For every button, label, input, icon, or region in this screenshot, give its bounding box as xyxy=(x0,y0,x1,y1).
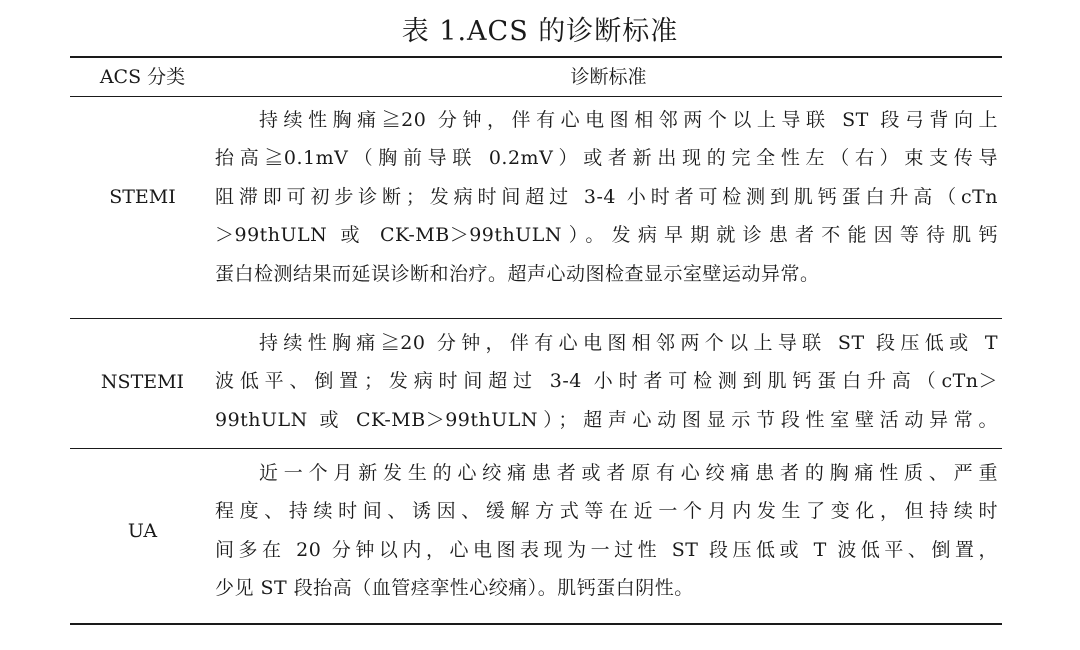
header-rule xyxy=(70,96,1002,97)
criteria-line: 程度、持续时间、诱因、缓解方式等在近一个月内发生了变化，但持续时 xyxy=(215,500,998,523)
criteria-cell xyxy=(215,454,998,608)
criteria-line: ＞99thULN 或 CK-MB＞99thULN）。发病早期就诊患者不能因等待肌钙 xyxy=(215,224,998,247)
table-header-row xyxy=(70,58,1002,96)
criteria-line: 蛋白检测结果而延误诊断和治疗。超声心动图检查显示室壁运动异常。 xyxy=(215,262,820,285)
criteria-line: 抬高≧0.1mV（胸前导联 0.2mV）或者新出现的完全性左（右）束支传导 xyxy=(215,147,998,170)
category-cell: STEMI xyxy=(109,186,176,208)
criteria-line: 波低平、倒置；发病时间超过 3-4 小时者可检测到肌钙蛋白升高（cTn＞ xyxy=(215,370,998,393)
table-row-stemi xyxy=(70,101,1002,293)
criteria-line: 阻滞即可初步诊断；发病时间超过 3-4 小时者可检测到肌钙蛋白升高（cTn xyxy=(215,185,998,208)
criteria-line: 少见 ST 段抬高（血管痉挛性心绞痛）。肌钙蛋白阴性。 xyxy=(215,577,694,600)
criteria-line: 持续性胸痛≧20 分钟，伴有心电图相邻两个以上导联 ST 段压低或 T xyxy=(259,332,998,354)
criteria-line: 间多在 20 分钟以内，心电图表现为一过性 ST 段压低或 T 波低平、倒置， xyxy=(215,538,998,561)
table-bottom-rule xyxy=(70,623,1002,625)
header-diagnostic-criteria: 诊断标准 xyxy=(570,66,647,88)
criteria-line: 持续性胸痛≧20 分钟，伴有心电图相邻两个以上导联 ST 段弓背向上 xyxy=(259,109,998,131)
criteria-line: 99thULN 或 CK-MB＞99thULN）；超声心动图显示节段性室壁活动异常。 xyxy=(215,408,998,431)
row-divider xyxy=(70,318,1002,319)
category-cell: UA xyxy=(127,520,158,542)
table-caption: 表 1.ACS 的诊断标准 xyxy=(401,16,679,47)
row-divider xyxy=(70,448,1002,449)
criteria-cell xyxy=(215,324,998,439)
category-cell: NSTEMI xyxy=(100,371,185,393)
criteria-line: 近一个月新发生的心绞痛患者或者原有心绞痛患者的胸痛性质、严重 xyxy=(259,462,998,484)
header-acs-category: ACS 分类 xyxy=(99,66,186,88)
criteria-cell xyxy=(215,101,998,293)
table-row-ua xyxy=(70,454,1002,608)
table-row-nstemi xyxy=(70,324,1002,440)
